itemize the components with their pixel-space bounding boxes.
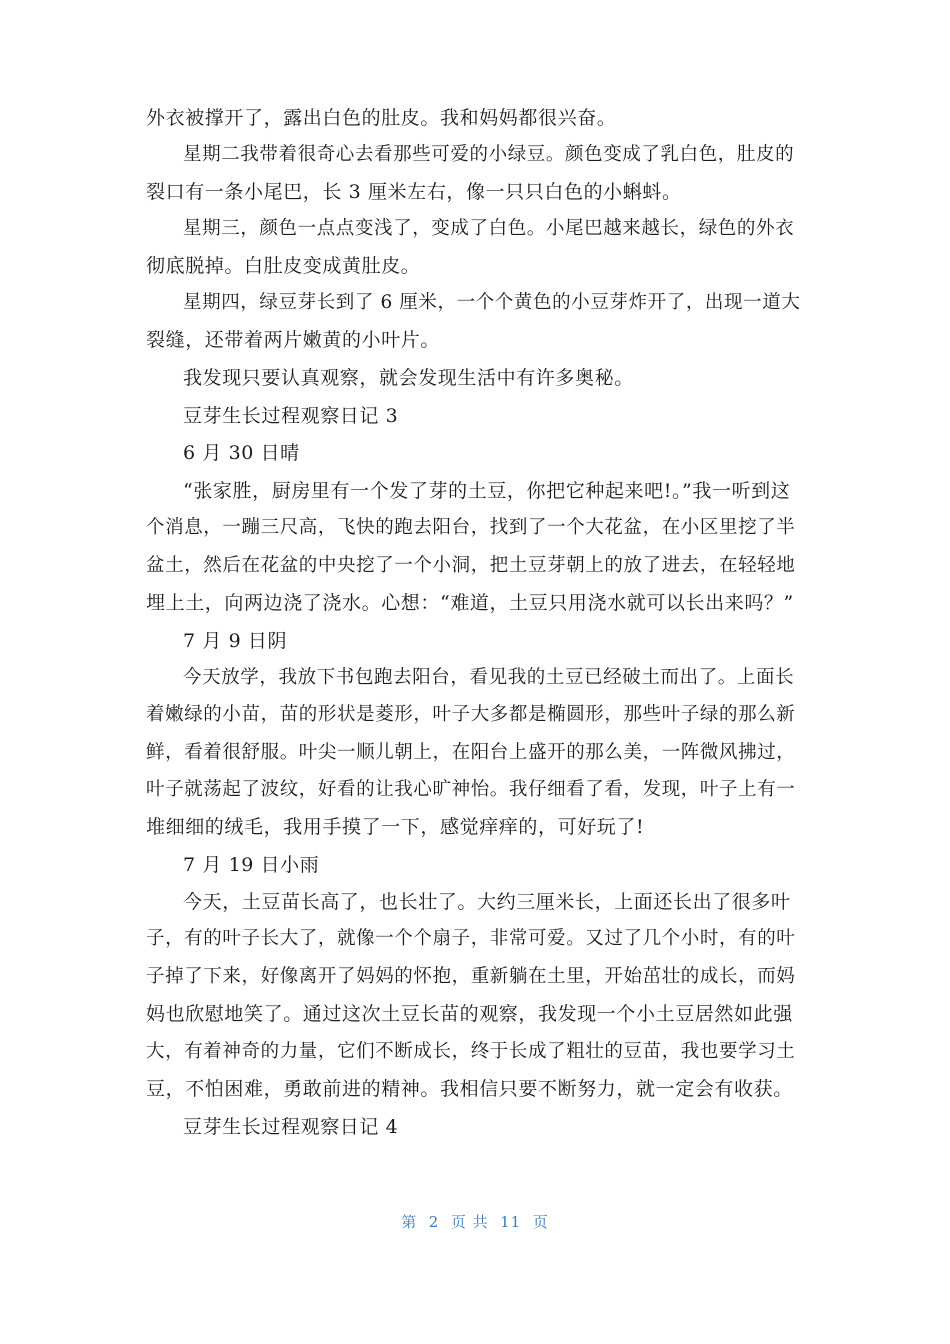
diary-date: 7 月 9 日阴 — [183, 630, 288, 652]
text-line: 个消息，一蹦三尺高，飞快的跑去阳台，找到了一个大花盆，在小区里挖了半 — [146, 517, 796, 538]
text-line: 星期四，绿豆芽长到了 6 厘米，一个个黄色的小豆芽炸开了，出现一道大 — [183, 292, 801, 313]
text-line: 今天放学，我放下书包跑去阳台，看见我的土豆已经破土而出了。上面长 — [183, 667, 795, 688]
text-line: 堆细细的绒毛，我用手摸了一下，感觉痒痒的，可好玩了! — [146, 816, 645, 838]
section-heading: 豆芽生长过程观察日记 4 — [183, 1116, 399, 1138]
text-line: 今天，土豆苗长高了，也长壮了。大约三厘米长，上面还长出了很多叶 — [183, 891, 791, 913]
diary-date: 6 月 30 日晴 — [183, 442, 300, 464]
text-line: 子掉了下来，好像离开了妈妈的怀抱，重新躺在土里，开始茁壮的成长，而妈 — [146, 966, 796, 987]
text-line: 妈也欣慰地笑了。通过这次土豆长苗的观察，我发现一个小土豆居然如此强 — [146, 1003, 793, 1025]
text-line: 我发现只要认真观察，就会发现生活中有许多奥秘。 — [183, 367, 634, 389]
text-line: 裂口有一条小尾巴，长 3 厘米左右，像一只只白色的小蝌蚪。 — [146, 181, 682, 203]
diary-date: 7 月 19 日小雨 — [183, 854, 320, 876]
text-line: 鲜，看着很舒服。叶尖一顺儿朝上，在阳台上盛开的那么美，一阵微风拂过， — [146, 742, 796, 763]
text-line: 子，有的叶子长大了，就像一个个扇子，非常可爱。又过了几个小时，有的叶 — [146, 928, 796, 949]
text-line: 豆，不怕困难，勇敢前进的精神。我相信只要不断努力，就一定会有收获。 — [146, 1078, 793, 1100]
text-line: 星期二我带着很奇心去看那些可爱的小绿豆。颜色变成了乳白色，肚皮的 — [183, 144, 795, 165]
text-line: 大，有着神奇的力量，它们不断成长，终于长成了粗壮的豆苗，我也要学习土 — [146, 1041, 796, 1062]
text-line: 星期三，颜色一点点变浅了，变成了白色。小尾巴越来越长，绿色的外衣 — [183, 218, 795, 239]
text-line: 埋上土，向两边浇了浇水。心想：“难道，土豆只用浇水就可以长出来吗？” — [146, 592, 794, 614]
text-line: 盆土，然后在花盆的中央挖了一个小洞，把土豆芽朝上的放了进去，在轻轻地 — [146, 555, 796, 576]
page-number-footer: 第 2 页 共 11 页 — [401, 1213, 549, 1231]
text-line: 彻底脱掉。白肚皮变成黄肚皮。 — [146, 255, 421, 277]
text-line: 着嫩绿的小苗，苗的形状是菱形，叶子大多都是椭圆形，那些叶子绿的那么新 — [146, 704, 796, 725]
text-line: 外衣被撑开了，露出白色的肚皮。我和妈妈都很兴奋。 — [146, 107, 617, 129]
section-heading: 豆芽生长过程观察日记 3 — [183, 405, 399, 427]
text-line: “张家胜，厨房里有一个发了芽的土豆，你把它种起来吧!。”我一听到这 — [183, 480, 791, 502]
text-line: 裂缝，还带着两片嫩黄的小叶片。 — [146, 329, 441, 351]
text-line: 叶子就荡起了波纹，好看的让我心旷神怡。我仔细看了看，发现，叶子上有一 — [146, 779, 796, 800]
